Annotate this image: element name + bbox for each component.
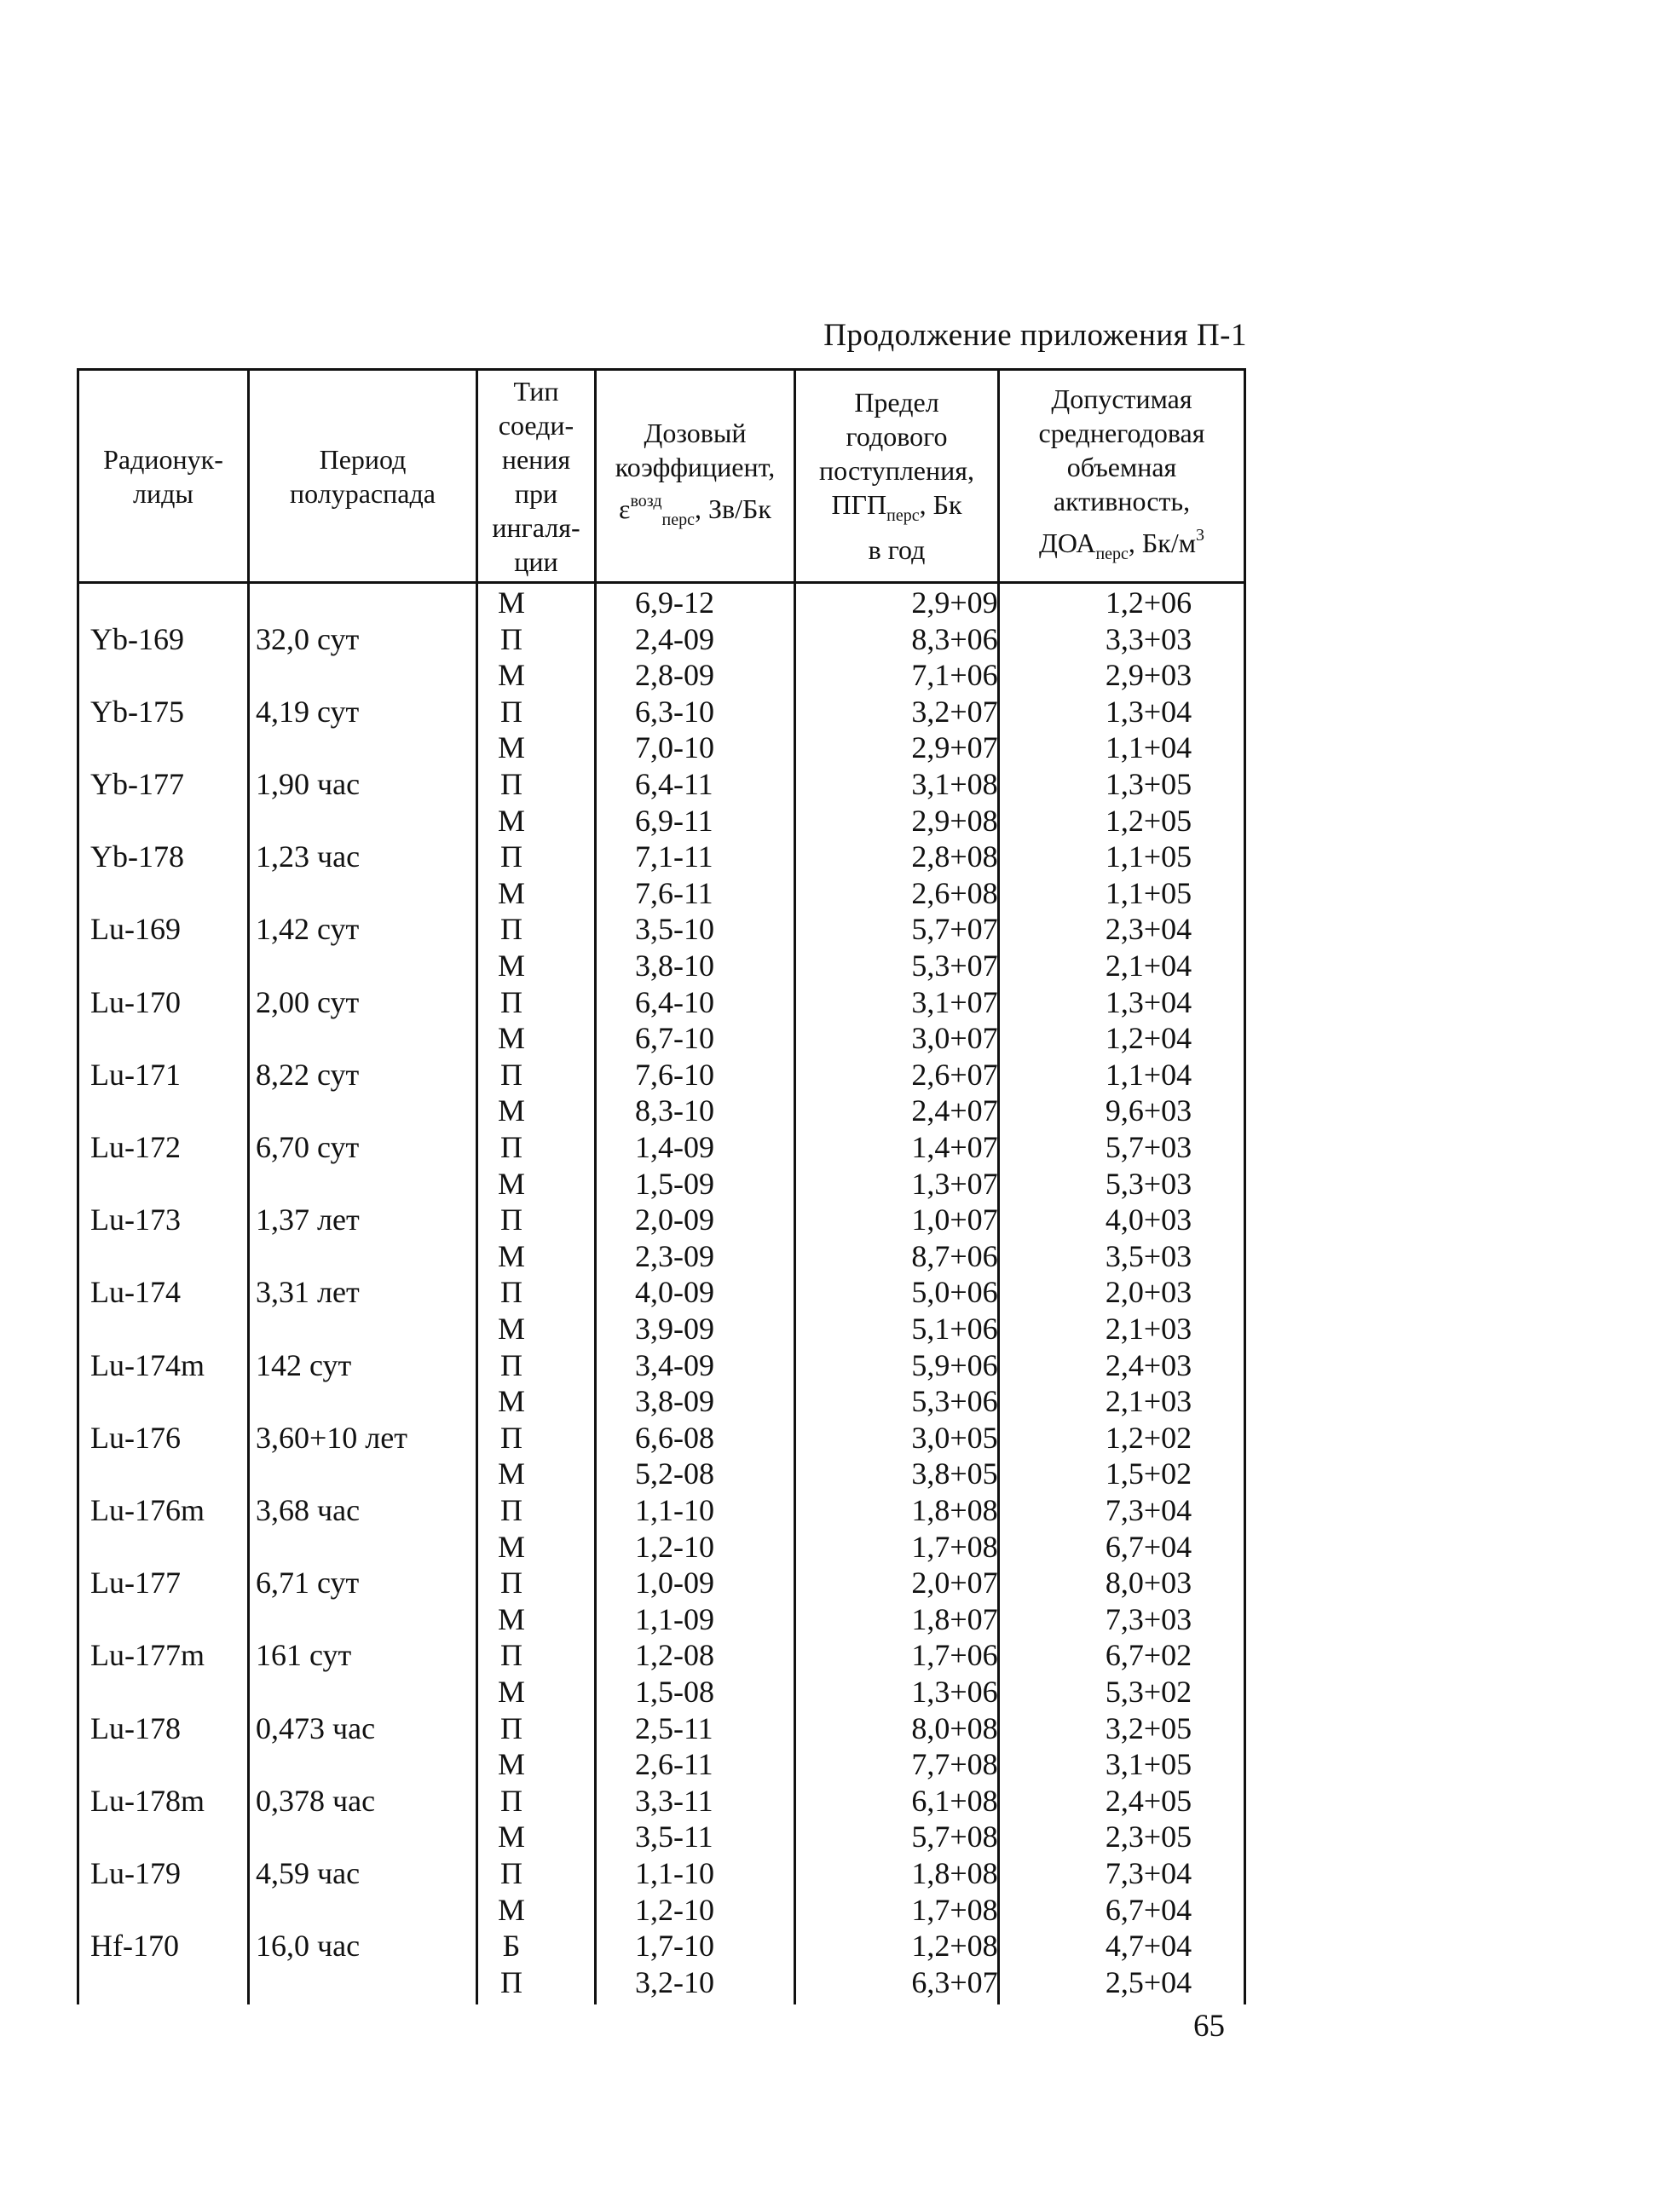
half-life-cell: 1,23 час: [256, 839, 361, 874]
intake-limit-cell: 3,2+07: [911, 694, 998, 729]
compound-type-cell: М: [497, 1456, 525, 1491]
intake-limit-cell: 1,8+07: [911, 1601, 998, 1636]
nuclide-table: [77, 368, 1246, 2004]
intake-limit-cell: 3,0+07: [911, 1021, 998, 1056]
dose-coefficient-cell: 6,9-12: [635, 585, 714, 620]
dose-coefficient-cell: 1,1-09: [635, 1601, 714, 1636]
page-number: 65: [1193, 2009, 1225, 2044]
dose-coefficient-cell: 1,7-10: [635, 1929, 714, 1964]
table-row: [77, 1529, 1246, 1566]
compound-type-cell: П: [500, 1710, 522, 1745]
table-row: [77, 948, 1246, 984]
dose-coefficient-cell: 4,0-09: [635, 1275, 714, 1310]
table-row: [77, 694, 1246, 730]
compound-type-cell: П: [500, 1783, 522, 1818]
compound-type-cell: П: [500, 984, 522, 1019]
half-life-cell: 6,70 сут: [256, 1130, 360, 1164]
half-life-cell: 3,60+10 лет: [256, 1420, 407, 1455]
dose-coefficient-cell: 3,8-10: [635, 949, 714, 983]
half-life-cell: 8,22 сут: [256, 1057, 360, 1092]
activity-cell: 1,3+04: [1105, 984, 1192, 1019]
intake-limit-cell: 7,1+06: [911, 658, 998, 693]
activity-cell: 2,9+03: [1105, 658, 1192, 693]
compound-type-cell: М: [497, 1820, 525, 1854]
activity-cell: 2,3+05: [1105, 1820, 1192, 1854]
intake-limit-cell: 1,7+08: [911, 1892, 998, 1927]
half-life-cell: 32,0 сут: [256, 621, 360, 656]
compound-type-cell: М: [497, 1021, 525, 1056]
intake-limit-cell: 6,3+07: [911, 1964, 998, 1999]
nuclide-cell: Yb-178: [90, 839, 184, 874]
table-row: [77, 911, 1246, 948]
table-caption: Продолжение приложения П-1: [823, 318, 1247, 353]
table-row: [77, 1347, 1246, 1384]
table-row: [77, 1601, 1246, 1638]
activity-cell: 5,3+02: [1105, 1675, 1192, 1709]
half-life-cell: 4,19 сут: [256, 694, 360, 729]
dose-coefficient-cell: 1,1-10: [635, 1493, 714, 1527]
intake-limit-cell: 2,6+07: [911, 1057, 998, 1092]
dose-coefficient-cell: 6,6-08: [635, 1420, 714, 1455]
activity-cell: 6,7+04: [1105, 1529, 1192, 1564]
table-row: [77, 1274, 1246, 1311]
dose-coefficient-cell: 6,9-11: [635, 803, 713, 838]
table-row: [77, 1492, 1246, 1529]
compound-type-cell: П: [500, 839, 522, 874]
nuclide-cell: Lu-177: [90, 1566, 181, 1601]
activity-cell: 1,1+05: [1105, 839, 1192, 874]
dose-coefficient-cell: 5,2-08: [635, 1456, 714, 1491]
dose-coefficient-cell: 7,6-11: [635, 875, 713, 910]
activity-cell: 1,3+05: [1105, 767, 1192, 801]
nuclide-cell: Lu-179: [90, 1856, 181, 1890]
intake-limit-cell: 5,1+06: [911, 1312, 998, 1346]
intake-limit-cell: 1,7+08: [911, 1529, 998, 1564]
activity-cell: 1,2+04: [1105, 1021, 1192, 1056]
dose-coefficient-cell: 2,3-09: [635, 1238, 714, 1273]
half-life-cell: 0,378 час: [256, 1783, 376, 1818]
compound-type-cell: М: [497, 1747, 525, 1782]
dose-coefficient-cell: 2,0-09: [635, 1203, 714, 1237]
intake-limit-cell: 2,6+08: [911, 875, 998, 910]
header-annual-intake-limit: Предел годового поступления, $ПГП_{перс}$, Бк в год: [819, 387, 974, 565]
nuclide-cell: Lu-172: [90, 1130, 181, 1164]
compound-type-cell: М: [497, 803, 525, 838]
nuclide-cell: Lu-171: [90, 1057, 181, 1092]
compound-type-cell: П: [500, 1964, 522, 1999]
activity-cell: 1,2+05: [1105, 803, 1192, 838]
compound-type-cell: М: [497, 1601, 525, 1636]
dose-coefficient-cell: 7,0-10: [635, 730, 714, 765]
nuclide-cell: Yb-169: [90, 621, 184, 656]
table-row: [77, 1238, 1246, 1275]
compound-type-cell: М: [497, 1238, 525, 1273]
nuclide-cell: Lu-174: [90, 1275, 181, 1310]
nuclide-cell: Hf-170: [90, 1929, 179, 1964]
dose-coefficient-cell: 1,4-09: [635, 1130, 714, 1164]
intake-limit-cell: 5,3+06: [911, 1384, 998, 1419]
intake-limit-cell: 6,1+08: [911, 1783, 998, 1818]
compound-type-cell: П: [500, 1856, 522, 1890]
intake-limit-cell: 5,7+08: [911, 1820, 998, 1854]
activity-cell: 2,4+05: [1105, 1783, 1192, 1818]
compound-type-cell: М: [497, 1166, 525, 1201]
intake-limit-cell: 2,9+08: [911, 803, 998, 838]
compound-type-cell: М: [497, 1312, 525, 1346]
intake-limit-cell: 3,1+07: [911, 984, 998, 1019]
intake-limit-cell: 1,2+08: [911, 1929, 998, 1964]
table-row: [77, 1746, 1246, 1783]
activity-cell: 2,1+04: [1105, 949, 1192, 983]
compound-type-cell: П: [500, 767, 522, 801]
intake-limit-cell: 1,8+08: [911, 1856, 998, 1890]
activity-cell: 3,3+03: [1105, 621, 1192, 656]
activity-cell: 2,3+04: [1105, 912, 1192, 947]
nuclide-cell: Lu-176: [90, 1420, 181, 1455]
header-dose-coefficient: Дозовый коэффициент, $\varepsilon^{возд}_{перс}$, Зв/Бк: [615, 417, 776, 529]
activity-cell: 9,6+03: [1105, 1093, 1192, 1128]
compound-type-cell: П: [500, 1203, 522, 1237]
intake-limit-cell: 2,9+07: [911, 730, 998, 765]
table-row: [77, 875, 1246, 912]
dose-coefficient-cell: 2,5-11: [635, 1710, 713, 1745]
half-life-cell: 2,00 сут: [256, 984, 360, 1019]
activity-cell: 2,1+03: [1105, 1312, 1192, 1346]
compound-type-cell: П: [500, 1420, 522, 1455]
compound-type-cell: П: [500, 1057, 522, 1092]
activity-cell: 4,7+04: [1105, 1929, 1192, 1964]
table-row: [77, 1020, 1246, 1057]
activity-cell: 5,7+03: [1105, 1130, 1192, 1164]
compound-type-cell: М: [497, 875, 525, 910]
intake-limit-cell: 3,1+08: [911, 767, 998, 801]
compound-type-cell: М: [497, 1384, 525, 1419]
table-row: [77, 730, 1246, 766]
intake-limit-cell: 3,8+05: [911, 1456, 998, 1491]
half-life-cell: 1,37 лет: [256, 1203, 360, 1237]
half-life-cell: 16,0 час: [256, 1929, 361, 1964]
intake-limit-cell: 5,9+06: [911, 1347, 998, 1382]
table-row: [77, 839, 1246, 875]
compound-type-cell: М: [497, 585, 525, 620]
activity-cell: 6,7+02: [1105, 1638, 1192, 1673]
dose-coefficient-cell: 1,5-08: [635, 1675, 714, 1709]
intake-limit-cell: 2,0+07: [911, 1566, 998, 1601]
table-row: [77, 766, 1246, 803]
table-row: [77, 1637, 1246, 1674]
intake-limit-cell: 8,0+08: [911, 1710, 998, 1745]
header-compound-type: Тип соеди- нения при ингаля- ции: [492, 375, 580, 577]
dose-coefficient-cell: 6,4-10: [635, 984, 714, 1019]
intake-limit-cell: 7,7+08: [911, 1747, 998, 1782]
table-row: [77, 1928, 1246, 1964]
compound-type-cell: П: [500, 694, 522, 729]
dose-coefficient-cell: 3,9-09: [635, 1312, 714, 1346]
half-life-cell: 4,59 час: [256, 1856, 361, 1890]
table-row: [77, 1783, 1246, 1820]
activity-cell: 3,5+03: [1105, 1238, 1192, 1273]
dose-coefficient-cell: 3,5-11: [635, 1820, 713, 1854]
half-life-cell: 1,90 час: [256, 767, 361, 801]
dose-coefficient-cell: 3,2-10: [635, 1964, 714, 1999]
compound-type-cell: П: [500, 912, 522, 947]
half-life-cell: 142 сут: [256, 1347, 352, 1382]
table-row: [77, 1129, 1246, 1166]
table-row: [77, 621, 1246, 658]
intake-limit-cell: 5,3+07: [911, 949, 998, 983]
half-life-cell: 6,71 сут: [256, 1566, 360, 1601]
nuclide-cell: Lu-178m: [90, 1783, 205, 1818]
table-row: [77, 585, 1246, 621]
header-half-life: Период полураспада: [290, 443, 436, 509]
dose-coefficient-cell: 2,4-09: [635, 621, 714, 656]
compound-type-cell: П: [500, 1130, 522, 1164]
half-life-cell: 3,31 лет: [256, 1275, 360, 1310]
intake-limit-cell: 2,4+07: [911, 1093, 998, 1128]
compound-type-cell: М: [497, 1093, 525, 1128]
header-bottom-border: [77, 581, 1246, 584]
nuclide-cell: Lu-174m: [90, 1347, 205, 1382]
compound-type-cell: М: [497, 1675, 525, 1709]
table-row: [77, 1311, 1246, 1347]
nuclide-cell: Yb-177: [90, 767, 184, 801]
intake-limit-cell: 5,0+06: [911, 1275, 998, 1310]
compound-type-cell: М: [497, 949, 525, 983]
dose-coefficient-cell: 3,5-10: [635, 912, 714, 947]
intake-limit-cell: 1,7+06: [911, 1638, 998, 1673]
table-row: [77, 1710, 1246, 1747]
compound-type-cell: М: [497, 730, 525, 765]
dose-coefficient-cell: 8,3-10: [635, 1093, 714, 1128]
dose-coefficient-cell: 1,2-08: [635, 1638, 714, 1673]
compound-type-cell: П: [500, 1275, 522, 1310]
table-row: [77, 1819, 1246, 1855]
compound-type-cell: Б: [502, 1929, 521, 1964]
table-row: [77, 1565, 1246, 1601]
intake-limit-cell: 5,7+07: [911, 912, 998, 947]
compound-type-cell: М: [497, 1892, 525, 1927]
activity-cell: 1,2+02: [1105, 1420, 1192, 1455]
half-life-cell: 0,473 час: [256, 1710, 376, 1745]
dose-coefficient-cell: 1,2-10: [635, 1529, 714, 1564]
nuclide-cell: Lu-173: [90, 1203, 181, 1237]
intake-limit-cell: 3,0+05: [911, 1420, 998, 1455]
intake-limit-cell: 1,3+06: [911, 1675, 998, 1709]
table-row: [77, 1166, 1246, 1203]
activity-cell: 8,0+03: [1105, 1566, 1192, 1601]
intake-limit-cell: 8,7+06: [911, 1238, 998, 1273]
half-life-cell: 3,68 час: [256, 1493, 361, 1527]
dose-coefficient-cell: 3,8-09: [635, 1384, 714, 1419]
table-row: [77, 657, 1246, 694]
activity-cell: 1,2+06: [1105, 585, 1192, 620]
activity-cell: 3,1+05: [1105, 1747, 1192, 1782]
dose-coefficient-cell: 6,7-10: [635, 1021, 714, 1056]
half-life-cell: 161 сут: [256, 1638, 352, 1673]
dose-coefficient-cell: 6,3-10: [635, 694, 714, 729]
table-row: [77, 1383, 1246, 1420]
intake-limit-cell: 2,8+08: [911, 839, 998, 874]
nuclide-cell: Lu-169: [90, 912, 181, 947]
compound-type-cell: М: [497, 1529, 525, 1564]
compound-type-cell: П: [500, 1347, 522, 1382]
nuclide-cell: Lu-170: [90, 984, 181, 1019]
dose-coefficient-cell: 1,2-10: [635, 1892, 714, 1927]
dose-coefficient-cell: 2,6-11: [635, 1747, 713, 1782]
activity-cell: 1,1+04: [1105, 730, 1192, 765]
activity-cell: 6,7+04: [1105, 1892, 1192, 1927]
intake-limit-cell: 1,4+07: [911, 1130, 998, 1164]
nuclide-cell: Lu-177m: [90, 1638, 205, 1673]
intake-limit-cell: 1,8+08: [911, 1493, 998, 1527]
header-permissible-activity: Допустимая среднегодовая объемная активность, $ДОА_{перс}$, $Бк/м^3$: [1038, 383, 1205, 563]
dose-coefficient-cell: 1,0-09: [635, 1566, 714, 1601]
table-row: [77, 1093, 1246, 1129]
table-row: [77, 1057, 1246, 1093]
table-row: [77, 1674, 1246, 1710]
dose-coefficient-cell: 7,6-10: [635, 1057, 714, 1092]
table-row: [77, 1456, 1246, 1492]
compound-type-cell: М: [497, 658, 525, 693]
table-row: [77, 1855, 1246, 1892]
activity-cell: 1,3+04: [1105, 694, 1192, 729]
activity-cell: 7,3+03: [1105, 1601, 1192, 1636]
activity-cell: 5,3+03: [1105, 1166, 1192, 1201]
nuclide-cell: Yb-175: [90, 694, 184, 729]
activity-cell: 1,1+05: [1105, 875, 1192, 910]
intake-limit-cell: 8,3+06: [911, 621, 998, 656]
intake-limit-cell: 2,9+09: [911, 585, 998, 620]
nuclide-cell: Lu-178: [90, 1710, 181, 1745]
activity-cell: 3,2+05: [1105, 1710, 1192, 1745]
activity-cell: 2,4+03: [1105, 1347, 1192, 1382]
activity-cell: 7,3+04: [1105, 1493, 1192, 1527]
compound-type-cell: П: [500, 1638, 522, 1673]
activity-cell: 4,0+03: [1105, 1203, 1192, 1237]
header-nuclide: Радионук- лиды: [103, 443, 223, 509]
dose-coefficient-cell: 6,4-11: [635, 767, 713, 801]
table-row: [77, 1892, 1246, 1929]
compound-type-cell: П: [500, 1493, 522, 1527]
activity-cell: 1,1+04: [1105, 1057, 1192, 1092]
dose-coefficient-cell: 7,1-11: [635, 839, 713, 874]
half-life-cell: 1,42 сут: [256, 912, 360, 947]
intake-limit-cell: 1,3+07: [911, 1166, 998, 1201]
activity-cell: 1,5+02: [1105, 1456, 1192, 1491]
intake-limit-cell: 1,0+07: [911, 1203, 998, 1237]
dose-coefficient-cell: 3,3-11: [635, 1783, 713, 1818]
dose-coefficient-cell: 1,5-09: [635, 1166, 714, 1201]
nuclide-cell: Lu-176m: [90, 1493, 205, 1527]
table-row: [77, 1964, 1246, 2001]
compound-type-cell: П: [500, 621, 522, 656]
table-row: [77, 1420, 1246, 1456]
activity-cell: 2,0+03: [1105, 1275, 1192, 1310]
table-row: [77, 984, 1246, 1021]
compound-type-cell: П: [500, 1566, 522, 1601]
table-row: [77, 803, 1246, 839]
dose-coefficient-cell: 1,1-10: [635, 1856, 714, 1890]
activity-cell: 2,1+03: [1105, 1384, 1192, 1419]
table-row: [77, 1202, 1246, 1238]
activity-cell: 2,5+04: [1105, 1964, 1192, 1999]
dose-coefficient-cell: 3,4-09: [635, 1347, 714, 1382]
activity-cell: 7,3+04: [1105, 1856, 1192, 1890]
dose-coefficient-cell: 2,8-09: [635, 658, 714, 693]
